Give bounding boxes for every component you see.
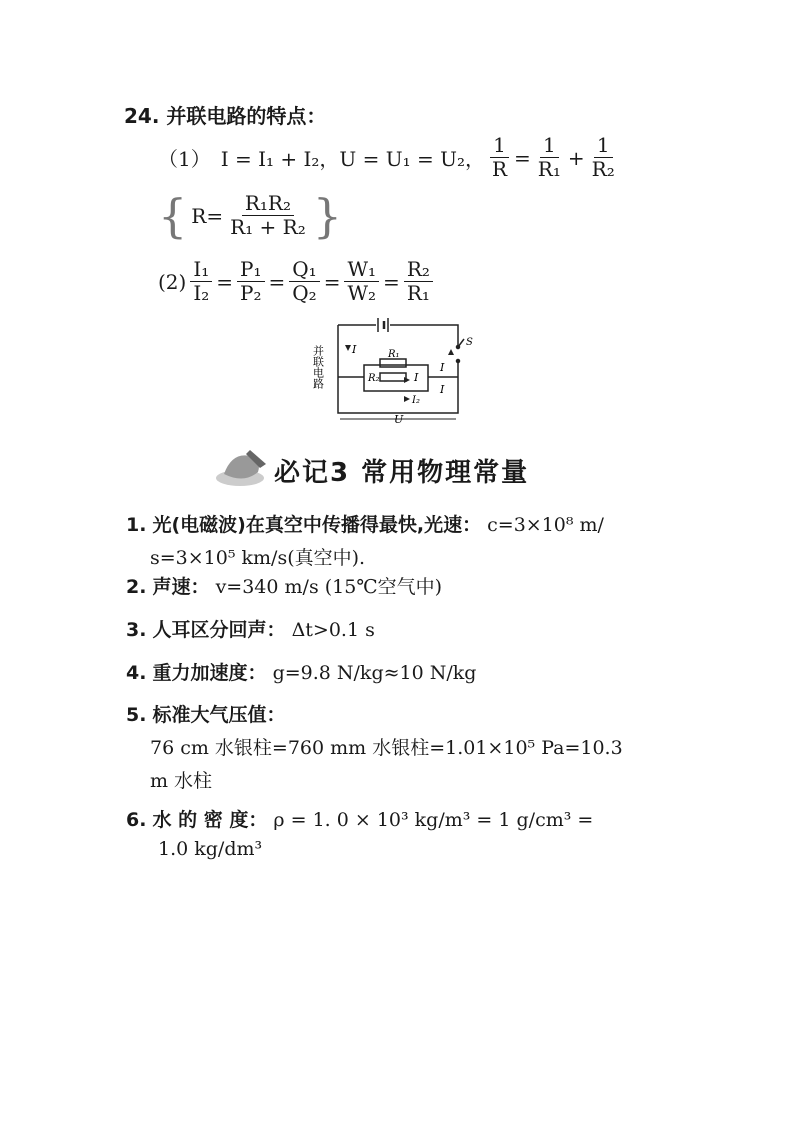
part-2-label: (2) [158, 269, 187, 294]
circuit-side-label: 并联电路 [311, 345, 325, 389]
list-item-continuation: 1.0 kg/dm³ [158, 838, 263, 860]
section-3-heading: 必记3 常用物理常量 [274, 458, 530, 488]
fraction-1-over-r2: $\frac{1}{\text{R₂}}$ [591, 133, 615, 181]
list-item: 5. 标准大气压值： [126, 704, 286, 726]
fraction-r2-r1: $\frac{\text{R₂}}{\text{R₁}}$ [404, 258, 433, 305]
fraction-i1-i2: $\frac{\text{I₁}}{\text{I₂}}$ [190, 258, 212, 305]
circuit-label-i-right2: I [440, 383, 445, 396]
fraction-1-over-r1: $\frac{1}{\text{R₁}}$ [537, 133, 561, 181]
fraction-q1-q2: $\frac{\text{Q₁}}{\text{Q₂}}$ [289, 258, 319, 305]
list-item: 6. 水 的 密 度： ρ = 1. 0 × 10³ kg/m³ = 1 g/cm³ = [126, 809, 594, 831]
section-24-title: 24. 并联电路的特点： [124, 104, 327, 128]
list-item: 4. 重力加速度： g=9.8 N/kg≈10 N/kg [126, 662, 477, 684]
list-item-continuation: m 水柱 [150, 770, 213, 792]
fraction-r-parallel: $\frac{\text{R₁R₂}}{\text{R₁ + R₂}}$ [230, 191, 306, 239]
circuit-label-i-left: I [352, 343, 357, 356]
list-item: 3. 人耳区分回声： Δt>0.1 s [126, 619, 375, 641]
circuit-label-r2: R₂ [368, 373, 380, 384]
circuit-label-u: U [394, 413, 404, 426]
total-resistance-formula: { R= $\frac{\text{R₁R₂}}{\text{R₁ + R₂}}$ } [158, 188, 343, 243]
current-voltage-relation: I = I₁ + I₂，U = U₁ = U₂， [220, 147, 485, 171]
list-item: 1. 光(电磁波)在真空中传播得最快,光速： c=3×10⁸ m/ [126, 514, 604, 536]
list-item-continuation: 76 cm 水银柱=760 mm 水银柱=1.01×10⁵ Pa=10.3 [150, 737, 623, 759]
right-brace-icon: } [312, 188, 343, 243]
pen-notebook-icon [214, 444, 272, 492]
formula-line-2: (2) $\frac{\text{I₁}}{\text{I₂}}$ = $\frac{\text{P₁}}{\text{P₂}}$ = $\frac{\text{Q₁}}{\text{Q₂}}$ = $\frac{\text{W₁}}{\text{W₂}}$ = $\frac{\text{R₂}}{\text{R₁}}$ [158, 258, 437, 305]
parallel-circuit-diagram [311, 315, 478, 426]
fraction-p1-p2: $\frac{\text{P₁}}{\text{P₂}}$ [237, 258, 264, 305]
circuit-label-i2: I₂ [412, 395, 420, 406]
part-1-label: （1） [158, 147, 211, 171]
left-brace-icon: { [158, 188, 188, 243]
circuit-label-s: S [466, 337, 473, 348]
fraction-w1-w2: $\frac{\text{W₁}}{\text{W₂}}$ [344, 258, 379, 305]
list-item-continuation: s=3×10⁵ km/s(真空中). [150, 547, 366, 569]
formula-line-1: （1） I = I₁ + I₂，U = U₁ = U₂， $\frac{1}{R}$ = $\frac{1}{\text{R₁}}$ + $\frac{1}{\text{R₂}}$ [158, 134, 622, 181]
circuit-label-i-right1: I [440, 361, 445, 374]
circuit-label-i-mid: I [414, 371, 419, 384]
fraction-1-over-r: $\frac{1}{R}$ [491, 133, 508, 181]
circuit-label-r1: R₁ [388, 349, 400, 360]
list-item: 2. 声速： v=340 m/s (15℃空气中) [126, 576, 442, 598]
